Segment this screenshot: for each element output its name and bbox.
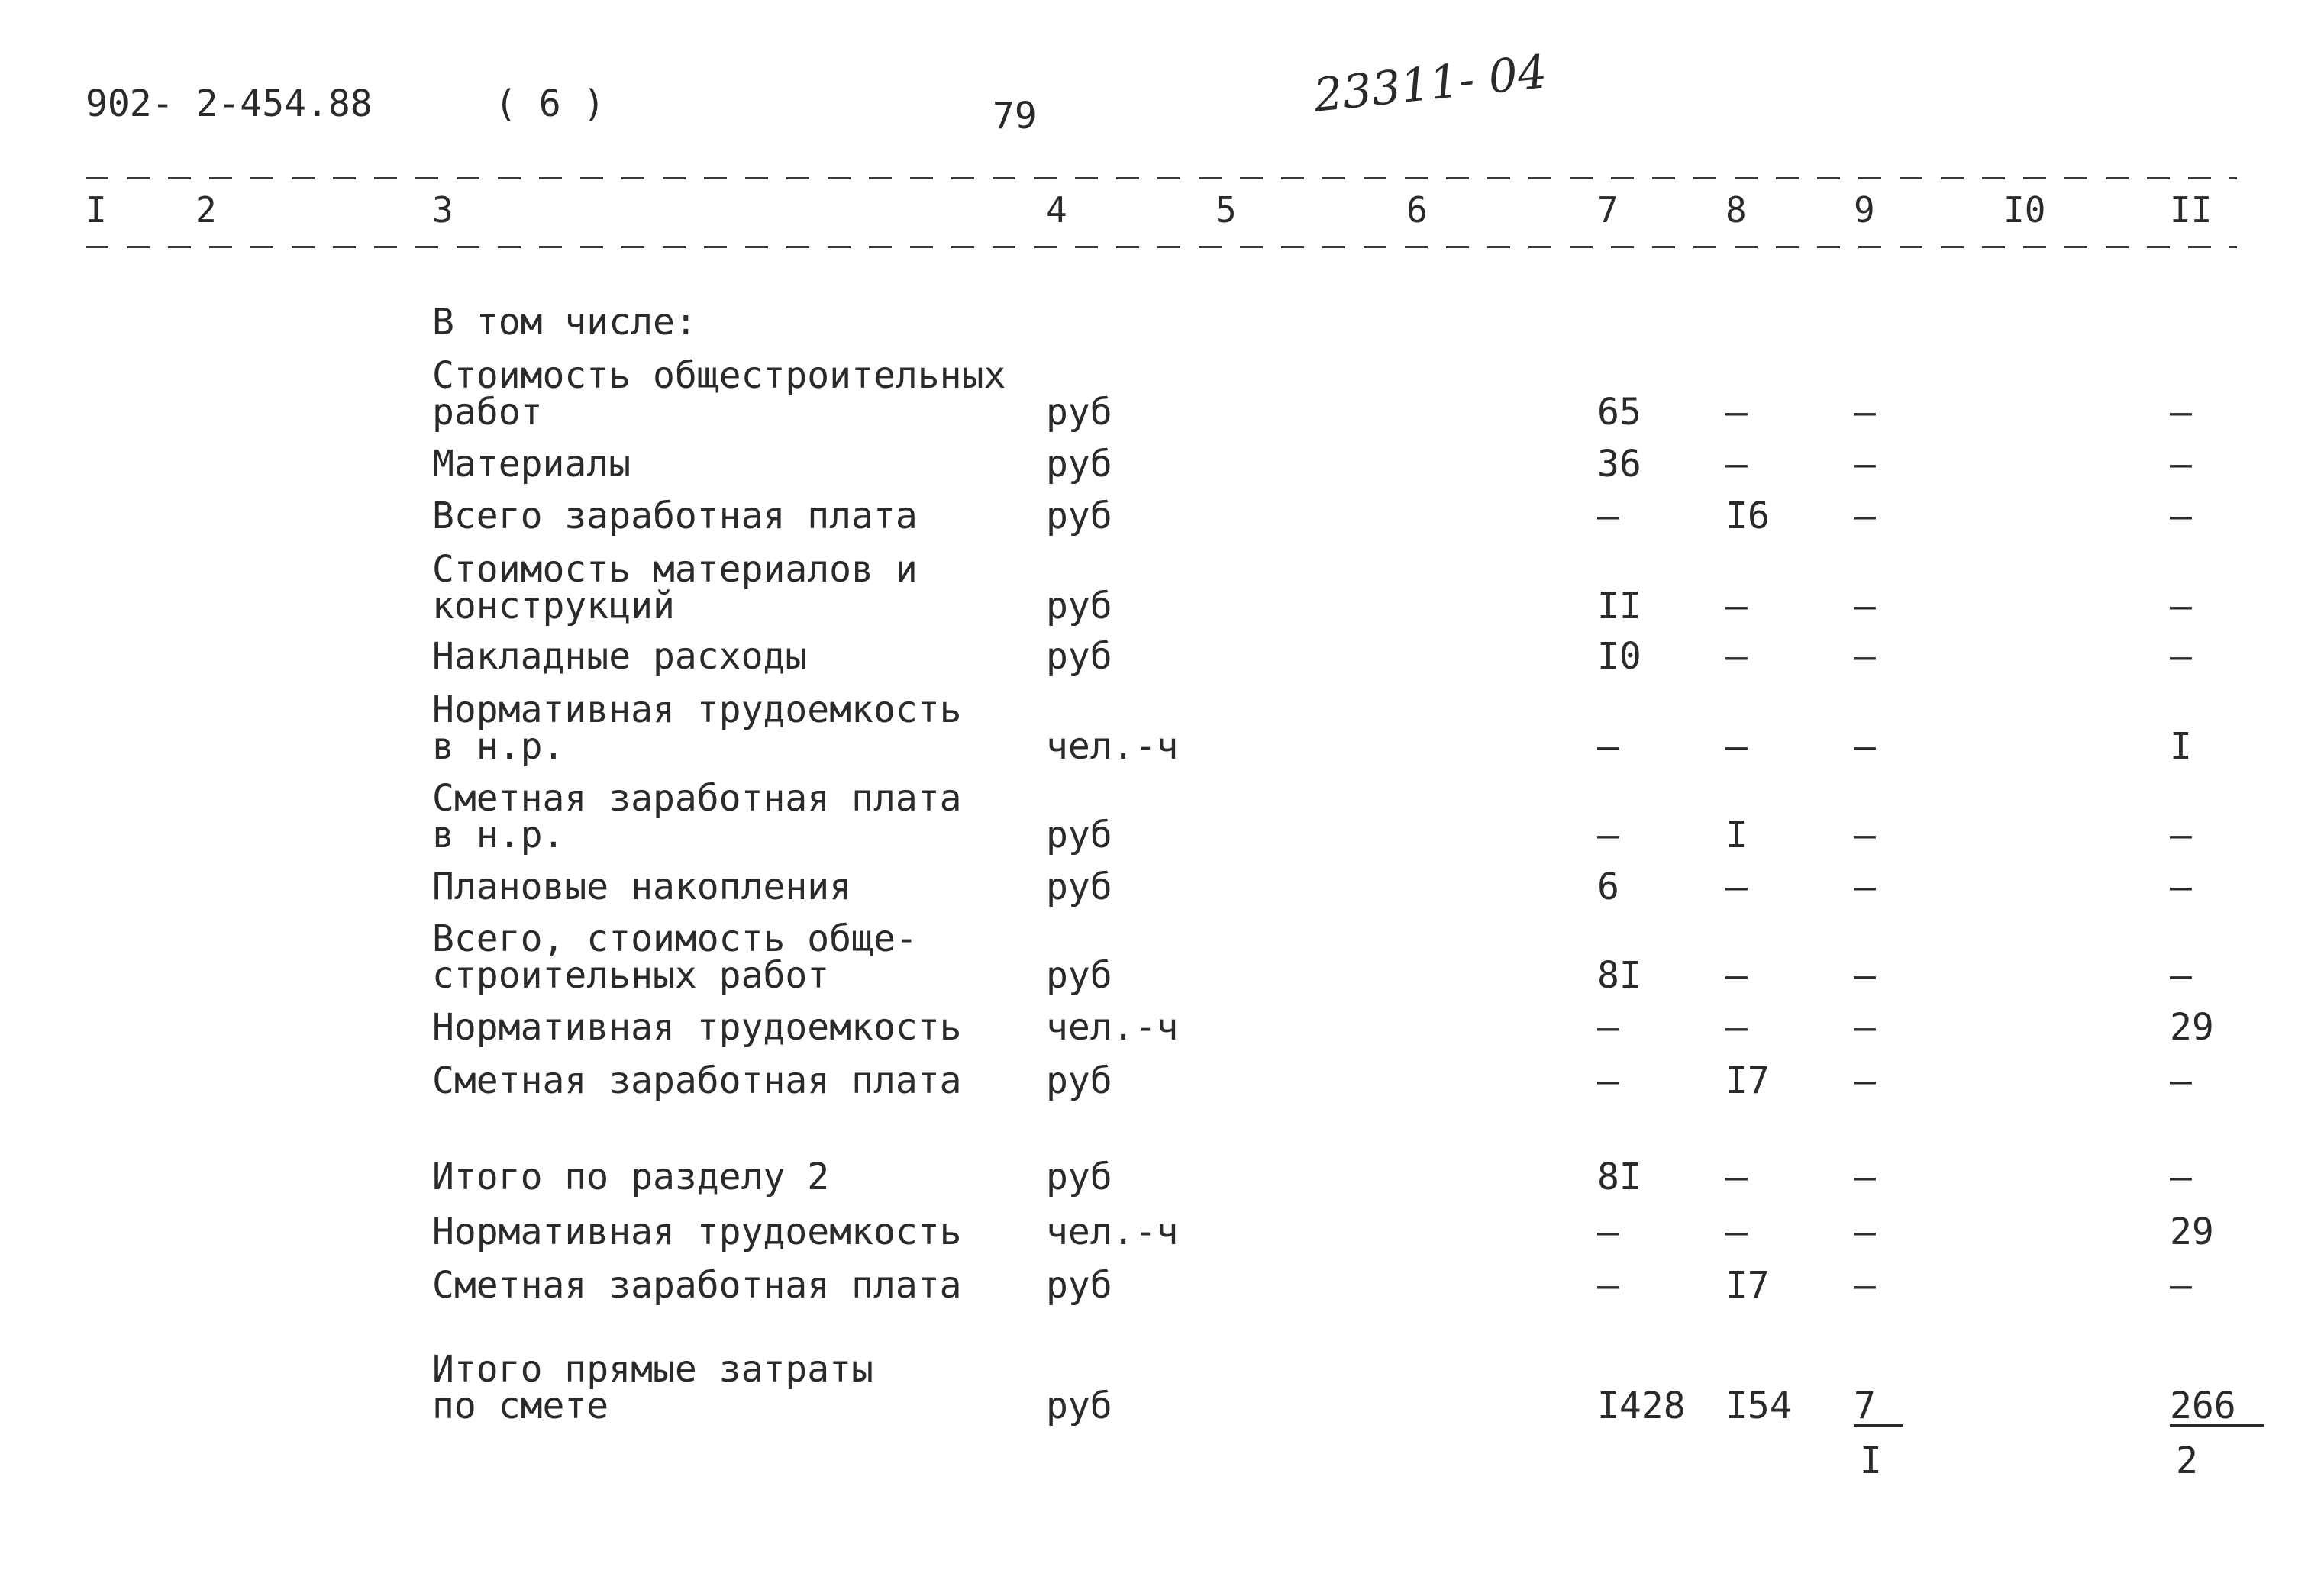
- value-cell-col-9: 7: [1854, 1388, 1903, 1427]
- column-number: 2: [195, 189, 217, 231]
- value-subscript-col-11: 2: [2176, 1440, 2198, 1482]
- page-number: 79: [993, 95, 1037, 137]
- value-cell-col-7: I428: [1597, 1385, 1686, 1427]
- column-number: 8: [1725, 189, 1747, 231]
- value-cell-col-9: –: [1854, 495, 1876, 537]
- unit-cell: руб: [1046, 866, 1112, 908]
- row-label: в н.р.: [432, 814, 565, 856]
- column-number: 4: [1046, 189, 1067, 231]
- value-cell-col-7: 36: [1597, 443, 1641, 485]
- row-label: Накладные расходы: [432, 635, 808, 678]
- row-label: работ: [432, 391, 543, 434]
- unit-cell: руб: [1046, 443, 1112, 485]
- value-cell-col-9: –: [1854, 1059, 1876, 1102]
- handwritten-number: 23311- 04: [1311, 45, 1550, 123]
- column-number: 3: [432, 189, 454, 231]
- value-cell-col-7: 65: [1597, 391, 1641, 434]
- row-label: строительных работ: [432, 954, 830, 997]
- value-cell-col-11: –: [2170, 635, 2192, 678]
- unit-cell: руб: [1046, 495, 1112, 537]
- doc-code: 902- 2-454.88: [86, 82, 373, 125]
- column-number: II: [2170, 189, 2213, 231]
- row-label: Нормативная трудоемкость: [432, 688, 962, 731]
- row-label: Всего, стоимость обще-: [432, 917, 918, 960]
- row-label: Материалы: [432, 443, 631, 485]
- value-cell-col-8: –: [1725, 585, 1748, 627]
- column-number: I0: [2003, 189, 2046, 231]
- value-cell-col-8: –: [1725, 1156, 1748, 1198]
- value-cell-col-9: –: [1854, 1156, 1876, 1198]
- value-cell-col-7: –: [1597, 1264, 1619, 1307]
- value-cell-col-11: –: [2170, 954, 2192, 997]
- unit-cell: руб: [1046, 585, 1112, 627]
- value-cell-col-11: –: [2170, 814, 2192, 856]
- value-cell-col-11: –: [2170, 495, 2192, 537]
- value-cell-col-9: –: [1854, 1264, 1876, 1307]
- value-cell-col-11: –: [2170, 1059, 2192, 1102]
- value-cell-col-11: –: [2170, 866, 2192, 908]
- value-cell-col-8: –: [1725, 954, 1748, 997]
- value-cell-col-11: –: [2170, 391, 2192, 434]
- row-label: Сметная заработная плата: [432, 1264, 962, 1307]
- value-cell-col-7: –: [1597, 495, 1619, 537]
- value-cell-col-8: I: [1725, 814, 1748, 856]
- unit-cell: чел.-ч: [1046, 1006, 1179, 1049]
- sheet-number: ( 6 ): [495, 82, 605, 125]
- value-cell-col-7: 6: [1597, 866, 1619, 908]
- value-cell-col-7: –: [1597, 1059, 1619, 1102]
- value-cell-col-7: –: [1597, 1006, 1619, 1049]
- unit-cell: руб: [1046, 391, 1112, 434]
- value-cell-col-11: –: [2170, 443, 2192, 485]
- value-cell-col-9: –: [1854, 1211, 1876, 1253]
- row-label: Нормативная трудоемкость: [432, 1211, 962, 1253]
- row-label: Стоимость материалов и: [432, 548, 918, 591]
- value-cell-col-9: –: [1854, 814, 1876, 856]
- column-number: I: [86, 189, 107, 231]
- value-cell-col-9: –: [1854, 443, 1876, 485]
- row-label: Нормативная трудоемкость: [432, 1006, 962, 1049]
- value-cell-col-8: –: [1725, 635, 1748, 678]
- value-cell-col-7: 8I: [1597, 954, 1641, 997]
- value-cell-col-8: –: [1725, 1006, 1748, 1049]
- value-cell-col-11: 29: [2170, 1006, 2214, 1049]
- row-label: Сметная заработная плата: [432, 1059, 962, 1102]
- value-cell-col-9: –: [1854, 635, 1876, 678]
- value-cell-col-9: –: [1854, 391, 1876, 434]
- unit-cell: руб: [1046, 814, 1112, 856]
- value-cell-col-9: –: [1854, 585, 1876, 627]
- unit-cell: чел.-ч: [1046, 1211, 1179, 1253]
- row-label: Плановые накопления: [432, 866, 852, 908]
- value-cell-col-7: –: [1597, 1211, 1619, 1253]
- column-number: 7: [1597, 189, 1619, 231]
- value-cell-col-7: I0: [1597, 635, 1641, 678]
- value-cell-col-11: –: [2170, 1156, 2192, 1198]
- row-label: по смете: [432, 1385, 609, 1427]
- value-cell-col-9: –: [1854, 866, 1876, 908]
- value-cell-col-7: –: [1597, 814, 1619, 856]
- header-bottom-rule: [86, 246, 2237, 248]
- unit-cell: руб: [1046, 1385, 1112, 1427]
- value-cell-col-7: –: [1597, 725, 1619, 768]
- unit-cell: руб: [1046, 1156, 1112, 1198]
- value-cell-col-9: –: [1854, 1006, 1876, 1049]
- value-cell-col-8: I7: [1725, 1264, 1770, 1307]
- unit-cell: чел.-ч: [1046, 725, 1179, 768]
- value-cell-col-8: I54: [1725, 1385, 1792, 1427]
- value-cell-col-8: I6: [1725, 495, 1770, 537]
- value-cell-col-8: –: [1725, 391, 1748, 434]
- value-cell-col-9: –: [1854, 954, 1876, 997]
- value-cell-col-11: 266: [2170, 1388, 2264, 1427]
- value-cell-col-11: I: [2170, 725, 2192, 768]
- header-top-rule: [86, 177, 2237, 179]
- unit-cell: руб: [1046, 635, 1112, 678]
- row-label: Итого по разделу 2: [432, 1156, 830, 1198]
- row-label: Всего заработная плата: [432, 495, 918, 537]
- row-label: Итого прямые затраты: [432, 1348, 873, 1391]
- unit-cell: руб: [1046, 1059, 1112, 1102]
- unit-cell: руб: [1046, 1264, 1112, 1307]
- column-number: 9: [1854, 189, 1875, 231]
- row-label: Стоимость общестроительных: [432, 354, 1006, 397]
- value-cell-col-8: –: [1725, 725, 1748, 768]
- value-cell-col-8: –: [1725, 1211, 1748, 1253]
- value-cell-col-8: –: [1725, 866, 1748, 908]
- row-label: Сметная заработная плата: [432, 777, 962, 820]
- column-number: 5: [1215, 189, 1237, 231]
- value-cell-col-11: 29: [2170, 1211, 2214, 1253]
- value-cell-col-11: –: [2170, 1264, 2192, 1307]
- value-cell-col-11: –: [2170, 585, 2192, 627]
- column-number: 6: [1406, 189, 1428, 231]
- value-cell-col-9: –: [1854, 725, 1876, 768]
- value-cell-col-8: –: [1725, 443, 1748, 485]
- row-label: в н.р.: [432, 725, 565, 768]
- unit-cell: руб: [1046, 954, 1112, 997]
- value-cell-col-8: I7: [1725, 1059, 1770, 1102]
- row-label: В том числе:: [432, 301, 697, 343]
- row-label: конструкций: [432, 585, 675, 627]
- value-cell-col-7: II: [1597, 585, 1641, 627]
- value-cell-col-7: 8I: [1597, 1156, 1641, 1198]
- value-subscript-col-9: I: [1860, 1440, 1882, 1482]
